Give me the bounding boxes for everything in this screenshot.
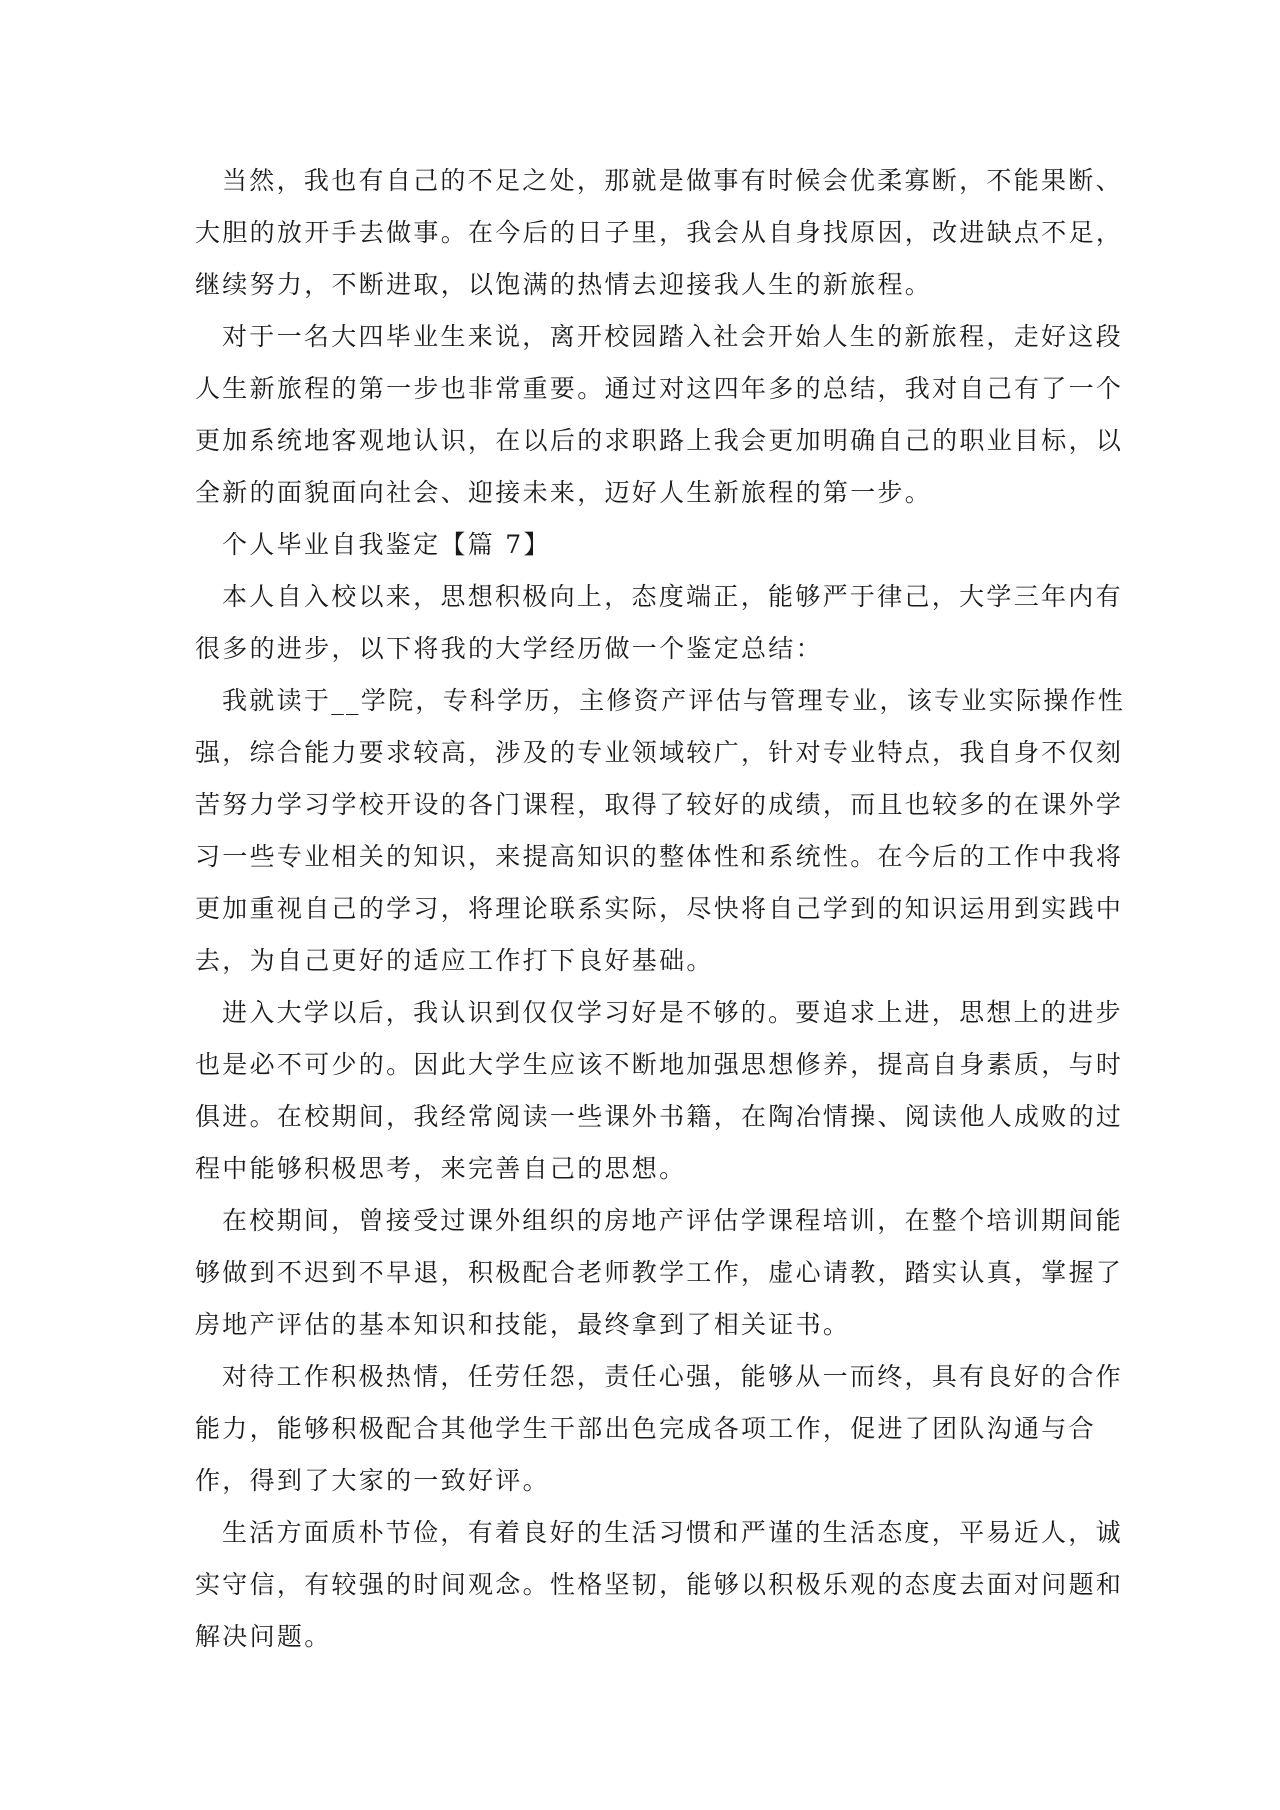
text-line: 强，综合能力要求较高，涉及的专业领域较广，针对专业特点，我自身不仅刻 bbox=[195, 738, 1124, 767]
text-line: 大胆的放开手去做事。在今后的日子里，我会从自身找原因，改进缺点不足， bbox=[195, 218, 1124, 247]
text-line: 更加重视自己的学习，将理论联系实际，尽快将自己学到的知识运用到实践中 bbox=[195, 894, 1124, 923]
text-line: 继续努力，不断进取，以饱满的热情去迎接我人生的新旅程。 bbox=[195, 270, 933, 299]
text-line: 够做到不迟到不早退，积极配合老师教学工作，虚心请教，踏实认真，掌握了 bbox=[195, 1258, 1124, 1287]
paragraph-training bbox=[195, 1195, 1124, 1351]
document-page bbox=[195, 155, 1126, 1663]
text-line: 很多的进步，以下将我的大学经历做一个鉴定总结： bbox=[195, 634, 823, 663]
text-line: 实守信，有较强的时间观念。性格坚韧，能够以积极乐观的态度去面对问题和 bbox=[195, 1570, 1124, 1599]
text-line: 解决问题。 bbox=[195, 1622, 332, 1651]
paragraph-intro bbox=[195, 571, 1123, 675]
text-line: 对待工作积极热情，任劳任怨，责任心强，能够从一而终，具有良好的合作 bbox=[222, 1362, 1123, 1391]
heading-line: 个人毕业自我鉴定【篇 7】 bbox=[222, 530, 551, 559]
paragraph-shortcomings bbox=[195, 155, 1124, 311]
text-line: 进入大学以后，我认识到仅仅学习好是不够的。要追求上进，思想上的进步 bbox=[222, 998, 1123, 1027]
paragraph-life bbox=[195, 1507, 1124, 1663]
text-line: 在校期间，曾接受过课外组织的房地产评估学课程培训，在整个培训期间能 bbox=[222, 1206, 1123, 1235]
text-line: 房地产评估的基本知识和技能，最终拿到了相关证书。 bbox=[195, 1310, 851, 1339]
text-line: 习一些专业相关的知识，来提高知识的整体性和系统性。在今后的工作中我将 bbox=[195, 842, 1124, 871]
text-line: 俱进。在校期间，我经常阅读一些课外书籍，在陶冶情操、阅读他人成败的过 bbox=[195, 1102, 1124, 1131]
text-line: 作，得到了大家的一致好评。 bbox=[195, 1466, 550, 1495]
text-line: 也是必不可少的。因此大学生应该不断地加强思想修养，提高自身素质，与时 bbox=[195, 1050, 1124, 1079]
text-line: 当然，我也有自己的不足之处，那就是做事有时候会优柔寡断，不能果断、 bbox=[222, 166, 1123, 195]
text-line: 生活方面质朴节俭，有着良好的生活习惯和严谨的生活态度，平易近人，诚 bbox=[222, 1518, 1123, 1547]
paragraph-graduate-journey bbox=[195, 311, 1124, 519]
paragraph-study bbox=[195, 675, 1126, 987]
text-line: 我就读于__学院，专科学历，主修资产评估与管理专业，该专业实际操作性 bbox=[222, 686, 1126, 715]
text-line: 人生新旅程的第一步也非常重要。通过对这四年多的总结，我对自己有了一个 bbox=[195, 374, 1124, 403]
text-line: 对于一名大四毕业生来说，离开校园踏入社会开始人生的新旅程，走好这段 bbox=[222, 322, 1123, 351]
text-line: 本人自入校以来，思想积极向上，态度端正，能够严于律己，大学三年内有 bbox=[222, 582, 1123, 611]
paragraph-work bbox=[195, 1351, 1123, 1507]
text-line: 去，为自己更好的适应工作打下良好基础。 bbox=[195, 946, 714, 975]
section-heading bbox=[195, 519, 1080, 571]
text-line: 更加系统地客观地认识，在以后的求职路上我会更加明确自己的职业目标，以 bbox=[195, 426, 1124, 455]
text-line: 程中能够积极思考，来完善自己的思想。 bbox=[195, 1154, 687, 1183]
text-line: 苦努力学习学校开设的各门课程，取得了较好的成绩，而且也较多的在课外学 bbox=[195, 790, 1124, 819]
paragraph-thought bbox=[195, 987, 1124, 1195]
text-line: 能力，能够积极配合其他学生干部出色完成各项工作，促进了团队沟通与合 bbox=[195, 1414, 1096, 1443]
text-line: 全新的面貌面向社会、迎接未来，迈好人生新旅程的第一步。 bbox=[195, 478, 933, 507]
